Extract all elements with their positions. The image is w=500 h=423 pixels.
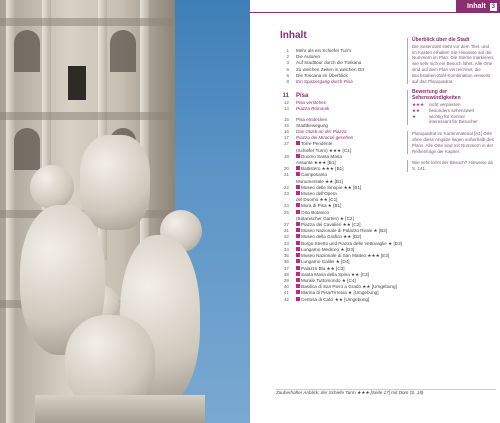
cherub-statue [10, 135, 220, 423]
toc-entry-text: Basilica di San Piero a Grado ★★ [Umgebung] [301, 284, 397, 290]
table-of-contents [278, 48, 404, 303]
toc-entry-text: Die Toscana im Überblick [296, 72, 348, 78]
toc-page-number: 3 [286, 60, 289, 66]
toc-entry-text: Assunta ★★★ [B1] [296, 160, 336, 166]
page-title: Inhalt [280, 30, 307, 41]
toc-entry-text: Museo delle Sinopie ★★ [B1] [301, 184, 362, 190]
toc-page-number: 38 [283, 271, 289, 277]
location-marker-icon [296, 141, 300, 145]
toc-entry-text: Monumentale ★★ [B1] [296, 178, 343, 184]
toc-page-number: 11 [282, 93, 289, 100]
toc-entry-title [296, 297, 404, 303]
toc-entry[interactable] [278, 92, 404, 100]
location-marker-icon [296, 154, 300, 158]
star-rating-icon: ★ [412, 113, 417, 119]
toc-entry-text: Palazzo Blu ★★ [C3] [301, 265, 345, 271]
toc-page-number: 42 [283, 296, 289, 302]
toc-entry-text: Duomo Santa Maria [301, 153, 342, 159]
toc-page-number: 40 [283, 284, 289, 290]
toc-entry[interactable] [278, 79, 404, 85]
toc-entry[interactable] [278, 297, 404, 303]
sidebar-box-map [407, 131, 495, 154]
location-marker-icon [296, 228, 300, 232]
toc-page-number: 32 [283, 234, 289, 240]
toc-page-number: 34 [283, 246, 289, 252]
toc-entry-text: Lungarno Galilei ★ [D4] [301, 259, 350, 265]
tower-ledge [0, 112, 175, 120]
star-rating-icon [412, 119, 426, 125]
toc-page-number: 17 [283, 141, 289, 147]
toc-entry-text: Mura di Pisa ★ [B1] [301, 203, 342, 209]
toc-page-number: 1 [286, 48, 289, 53]
toc-page-number: 39 [283, 277, 289, 283]
statue-base [35, 395, 205, 423]
caption-text: Zauberhafter Anblick: der Schiefe Turm ★★★ [Seite 17] mit Dom (S. 18) [276, 390, 424, 395]
toc-entry-text: Pisa verstehen [296, 100, 327, 106]
location-marker-icon [296, 247, 300, 251]
toc-entry-text: Museo Nazionale di Palazzo Reale ★ [B2] [301, 228, 388, 234]
toc-entry-text: Murale Tuttomondo ★ [C4] [301, 277, 356, 283]
rating-label: besonders sehenswert [429, 107, 475, 113]
rating-legend [412, 102, 495, 125]
star-rating-icon: ★★ [412, 107, 421, 113]
toc-entry-text: Battistero ★★★ [B1] [301, 166, 344, 172]
toc-page-number: 22 [283, 184, 289, 190]
toc-entry-title [296, 79, 404, 85]
toc-entry-text: Camposanto [301, 172, 328, 178]
sidebar-heading: Überblick über die Stadt [412, 37, 470, 43]
rating-label: wichtig für Kenner [429, 113, 466, 119]
sidebar-text: Die Seitenzahl steht vor dem Titel, und im Kasten erhalten Sie Hinweise auf die Nummern im Plan. Die Sterne markieren, wie sehr sich ein Besuch lohnt. Alle Orte sind auf dem Plan verzeichnet, die Buchstaben-Zahl-Kombination verweist auf das Planquadrat. [412, 43, 495, 84]
rating-label: nicht verpassen [429, 101, 461, 107]
toc-entry-text: Lungarno Mediceo ★ [D3] [301, 246, 355, 252]
section-label: Inhalt [466, 3, 486, 10]
header-bar [250, 0, 500, 14]
toc-page-number: 24 [283, 203, 289, 209]
toc-gap [278, 85, 404, 89]
rating-row [412, 119, 495, 125]
tower-arch [110, 30, 136, 72]
sidebar-heading: Bewertung der Sehenswürdigkeiten [412, 89, 461, 102]
cherub-head [30, 165, 74, 209]
toc-page-number: 33 [283, 240, 289, 246]
toc-entry-text: Torre Pendente [301, 141, 333, 147]
location-marker-icon [296, 284, 300, 288]
toc-entry-text: Pisa [296, 93, 309, 100]
page-number: 3 [491, 3, 495, 10]
toc-page-number: 18 [283, 153, 289, 159]
sidebar-box-hint [407, 160, 495, 172]
toc-page [250, 0, 500, 423]
toc-page-number: 37 [283, 265, 289, 271]
star-rating-icon: ★★★ [412, 101, 425, 107]
location-marker-icon [296, 297, 300, 301]
toc-entry-text: Stadtbewegung [296, 122, 328, 128]
toc-entry-text: (Botanischer Garten) ★ [C2] [296, 215, 354, 221]
location-marker-icon [296, 272, 300, 276]
location-marker-icon [296, 259, 300, 263]
toc-entry-text: Marina di Pisa/Tirrenia ★ [Umgebung] [301, 290, 379, 296]
toc-entry-title [296, 106, 404, 112]
toc-entry-text: Piazza Romanik [296, 106, 330, 112]
toc-entry-text: Borgo Stretto und Piazza delle Vettovaglie ★ [D3] [301, 240, 402, 246]
toc-entry-text: Museo Nazionale di San Matteo ★★★ [E3] [301, 253, 390, 259]
toc-page-number: 41 [283, 290, 289, 296]
sidebar-box-ratings [407, 90, 495, 125]
info-sidebar [407, 38, 495, 178]
location-marker-icon [296, 166, 300, 170]
toc-entry-text: Mehr als ein Schiefer Turm [296, 48, 351, 53]
toc-entry-text: Ein Spaziergang durch Pisa [296, 79, 353, 85]
toc-page-number: 16 [283, 129, 289, 135]
toc-page-number: 35 [283, 253, 289, 259]
tower-arch [14, 30, 40, 72]
toc-page-number: 15 [283, 116, 289, 122]
sidebar-text: Wie sehr lohnt der Besuch? Hinweise ab S. 141. [412, 160, 494, 172]
location-marker-icon [296, 172, 300, 176]
toc-page-number: 16 [283, 122, 289, 128]
toc-entry-text: Piazza dei Cavalieri ★★ [C2] [301, 222, 361, 228]
toc-page-number: 14 [283, 106, 289, 112]
section-tab [456, 0, 500, 13]
toc-entry-text: Auf Stadttour durch die Toskana [296, 60, 362, 66]
toc-page-number: 25 [283, 209, 289, 215]
toc-entry-title [296, 92, 404, 100]
toc-entry-text: Museo dell'Opera [301, 191, 337, 197]
location-marker-icon [296, 278, 300, 282]
toc-page-number: 8 [286, 79, 289, 85]
toc-entry-text: Museo della Grafica ★★ [D2] [301, 234, 362, 240]
toc-entry-text: Das Glück an der Piazza [296, 129, 347, 135]
toc-page-number: 23 [283, 191, 289, 197]
location-marker-icon [296, 266, 300, 270]
location-marker-icon [296, 185, 300, 189]
toc-page-number: 2 [286, 54, 289, 60]
location-marker-icon [296, 241, 300, 245]
toc-page-number: 21 [283, 172, 289, 178]
toc-entry-text: Santa Maria della Spina ★★ [C3] [301, 271, 369, 277]
toc-page-number: 27 [283, 222, 289, 228]
sidebar-box-overview [407, 38, 495, 84]
toc-page-number: 36 [283, 259, 289, 265]
rating-label: interessant für Besucher [429, 119, 478, 125]
toc-entry-text: Die Autoren [296, 54, 321, 60]
location-marker-icon [296, 290, 300, 294]
tower-window [68, 66, 86, 100]
location-marker-icon [296, 203, 300, 207]
toc-page-number: 5 [286, 66, 289, 72]
toc-entry-text: Zu welchen Zeiten in welchen Ort [296, 66, 365, 72]
location-marker-icon [296, 222, 300, 226]
location-marker-icon [296, 234, 300, 238]
toc-page-number: 12 [283, 100, 289, 106]
location-marker-icon [296, 191, 300, 195]
toc-entry-text: del Duomo ★★ [C1] [296, 197, 338, 203]
toc-entry-text: Orto Botanico [301, 209, 330, 215]
toc-page-number: 31 [283, 228, 289, 234]
tower-ledge [0, 18, 175, 26]
photo-caption [276, 386, 496, 396]
location-marker-icon [296, 210, 300, 214]
toc-page-number: 6 [286, 72, 289, 78]
toc-page-number: 17 [283, 135, 289, 141]
location-marker-icon [296, 253, 300, 257]
toc-page-number: 20 [283, 166, 289, 172]
toc-entry-text: Pisa entdecken [296, 116, 328, 122]
toc-entry[interactable] [278, 106, 404, 112]
toc-entry-text: Certosa di Calci ★★ [Umgebung] [301, 296, 370, 302]
shield-sculpture [80, 135, 150, 230]
toc-entry-text: (Schiefer Turm) ★★★ [C1] [296, 147, 351, 153]
sidebar-text: Planquadrat im Kartenmaterial [A1] Orte ohne diese Angabe liegen außerhalb des Plans. Alle Orte sind mit Nummern in der Reihenfolge der Kapitel. [412, 131, 494, 154]
toc-entry-text: Piazza dei Miracoli gesehen [296, 135, 354, 141]
